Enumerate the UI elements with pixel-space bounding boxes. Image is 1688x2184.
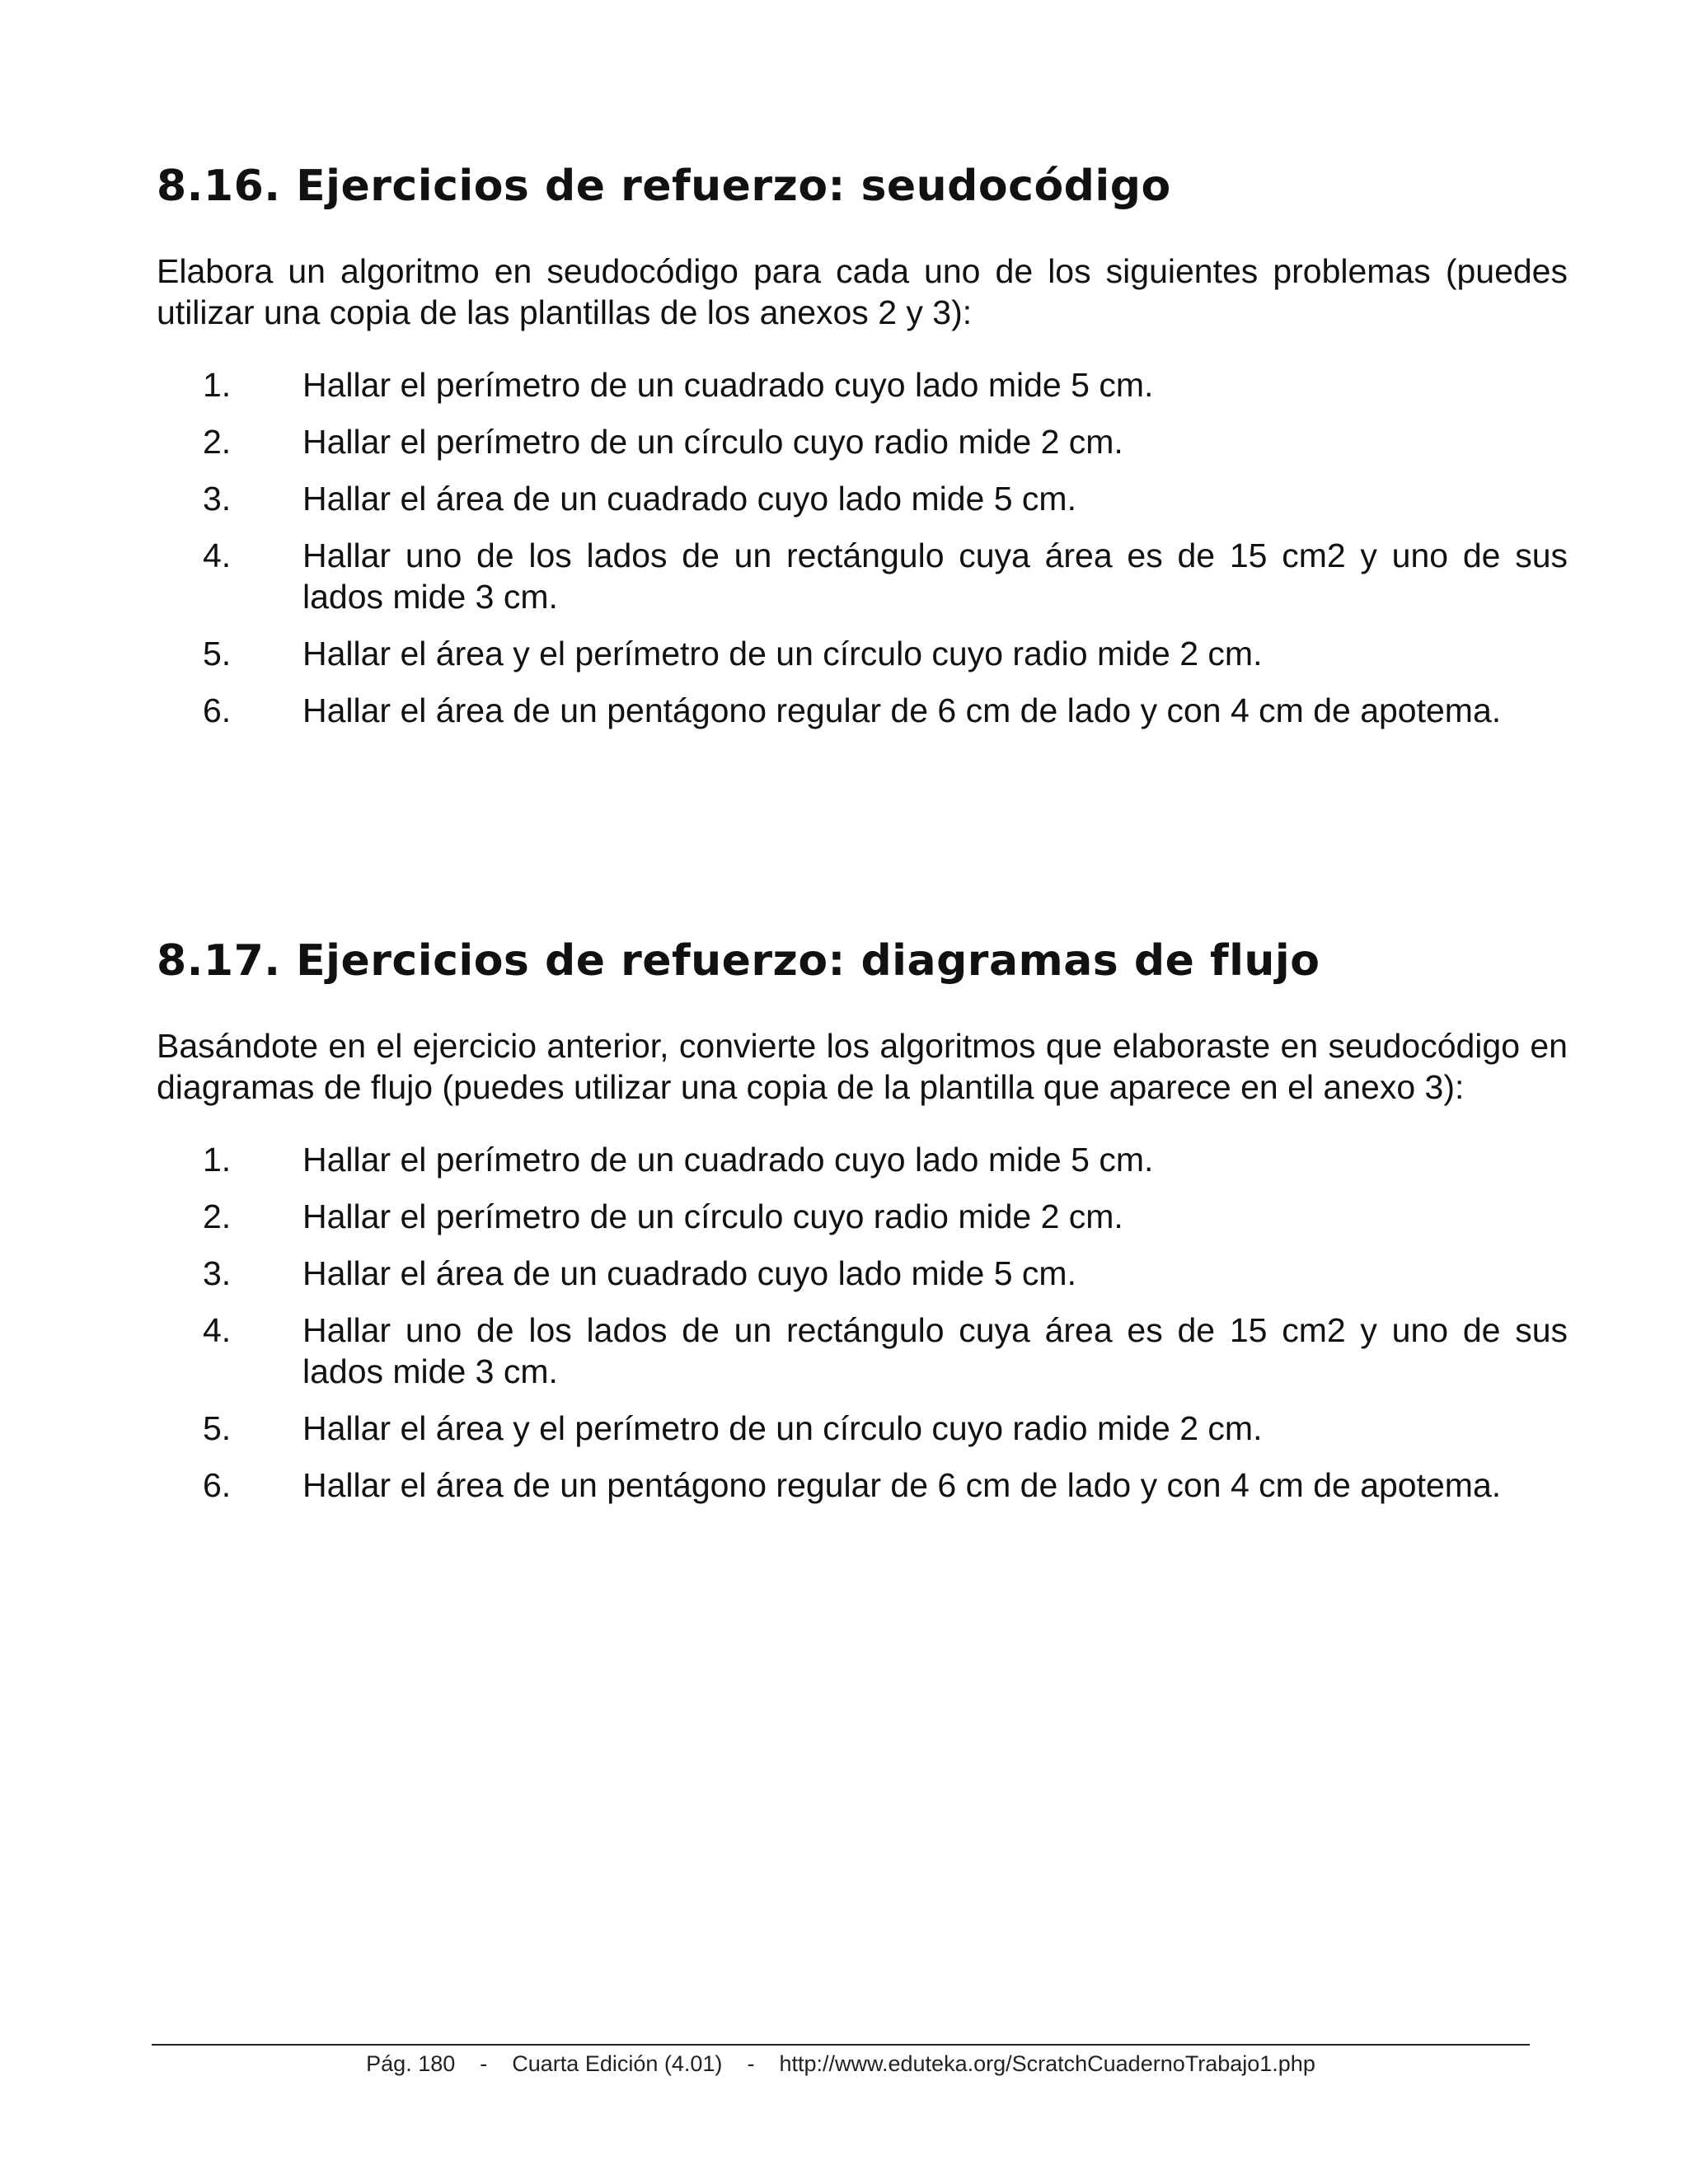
- list-item: [157, 633, 1568, 674]
- item-number: 4.: [203, 1311, 232, 1349]
- item-text: Hallar uno de los lados de un rectángulo cuya área es de 15 cm2 y uno de sus lados mide 3 cm.: [302, 537, 1568, 616]
- list-item: [157, 1253, 1568, 1294]
- list-item: [157, 421, 1568, 462]
- footer-url: http://www.eduteka.org/ScratchCuadernoTrabajo1.php: [779, 2051, 1315, 2076]
- item-number: 1.: [203, 1141, 232, 1179]
- item-text: Hallar el perímetro de un círculo cuyo radio mide 2 cm.: [302, 423, 1123, 461]
- item-text: Hallar el área de un pentágono regular de 6 cm de lado y con 4 cm de apotema.: [302, 691, 1502, 729]
- list-item: [157, 364, 1568, 405]
- item-number: 6.: [203, 691, 232, 729]
- exercise-list: [157, 1139, 1568, 1506]
- item-number: 3.: [203, 480, 232, 518]
- item-number: 3.: [203, 1254, 232, 1292]
- list-item: [157, 1465, 1568, 1506]
- section-pseudocode: [157, 157, 1568, 747]
- section-heading: 8.16. Ejercicios de refuerzo: seudocódigo: [157, 162, 1171, 211]
- item-number: 2.: [203, 423, 232, 461]
- exercise-list: [157, 364, 1568, 731]
- item-number: 5.: [203, 635, 232, 673]
- item-text: Hallar uno de los lados de un rectángulo cuya área es de 15 cm2 y uno de sus lados mide 3 cm.: [302, 1311, 1568, 1390]
- list-item: [157, 1408, 1568, 1449]
- item-number: 4.: [203, 537, 232, 574]
- footer-page-number: Pág. 180: [366, 2051, 456, 2076]
- item-number: 6.: [203, 1466, 232, 1504]
- list-item: [157, 1196, 1568, 1237]
- item-number: 5.: [203, 1409, 232, 1447]
- item-number: 1.: [203, 366, 232, 404]
- item-text: Hallar el perímetro de un cuadrado cuyo lado mide 5 cm.: [302, 366, 1154, 404]
- item-text: Hallar el área y el perímetro de un círculo cuyo radio mide 2 cm.: [302, 1409, 1263, 1447]
- item-text: Hallar el perímetro de un cuadrado cuyo lado mide 5 cm.: [302, 1141, 1154, 1179]
- section-flowcharts: [157, 931, 1568, 1521]
- footer-separator: -: [480, 2051, 488, 2076]
- footer-divider: [152, 2044, 1530, 2046]
- item-text: Hallar el área y el perímetro de un círculo cuyo radio mide 2 cm.: [302, 635, 1263, 673]
- footer-edition: Cuarta Edición (4.01): [512, 2051, 723, 2076]
- section-heading: 8.17. Ejercicios de refuerzo: diagramas de flujo: [157, 936, 1320, 986]
- item-text: Hallar el área de un pentágono regular de 6 cm de lado y con 4 cm de apotema.: [302, 1466, 1502, 1504]
- section-intro: Elabora un algoritmo en seudocódigo para cada uno de los siguientes problemas (puedes utilizar una copia de las plantillas de los anexos 2 y 3):: [157, 252, 1568, 331]
- item-text: Hallar el perímetro de un círculo cuyo radio mide 2 cm.: [302, 1197, 1123, 1235]
- item-number: 2.: [203, 1197, 232, 1235]
- item-text: Hallar el área de un cuadrado cuyo lado mide 5 cm.: [302, 1254, 1076, 1292]
- page-footer: [152, 2049, 1530, 2079]
- list-item: [157, 1139, 1568, 1180]
- footer-separator: -: [747, 2051, 755, 2076]
- list-item: [157, 1310, 1568, 1392]
- list-item: [157, 690, 1568, 731]
- item-text: Hallar el área de un cuadrado cuyo lado mide 5 cm.: [302, 480, 1076, 518]
- section-intro: Basándote en el ejercicio anterior, convierte los algoritmos que elaboraste en seudocódigo en diagramas de flujo (puedes utilizar una copia de la plantilla que aparece en el anexo 3):: [157, 1027, 1568, 1106]
- list-item: [157, 478, 1568, 519]
- list-item: [157, 535, 1568, 617]
